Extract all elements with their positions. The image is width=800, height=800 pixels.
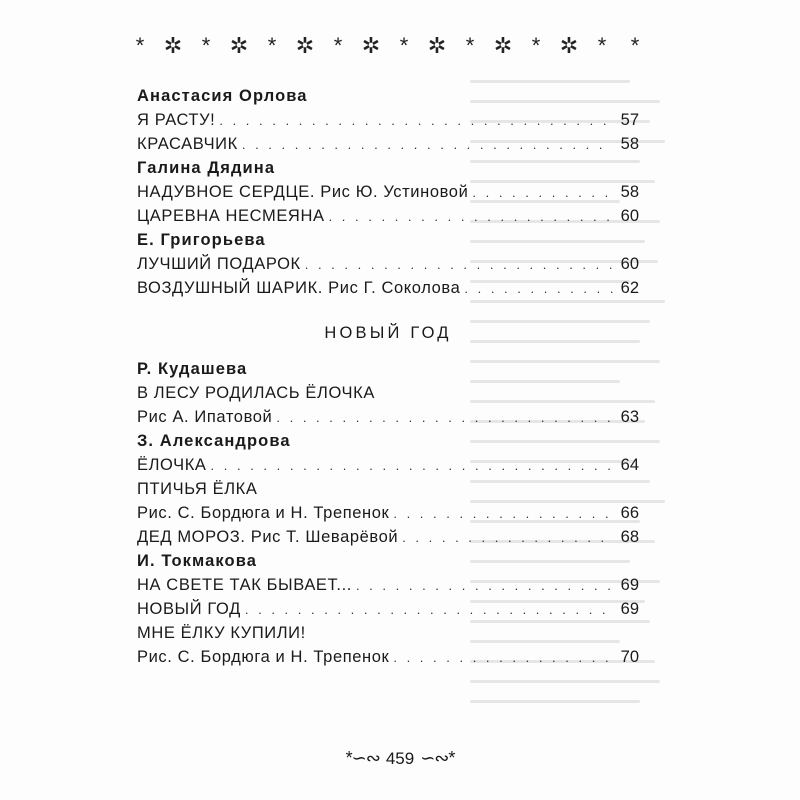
author-name: Е. Григорьева [137,231,266,249]
star-icon: * [267,33,277,58]
star-icon: * [135,33,145,58]
entry-title[interactable]: ПТИЧЬЯ ЁЛКА [137,480,258,498]
entry-title: ЦАРЕВНА НЕСМЕЯНА [137,207,325,225]
author-name: Анастасия Орлова [137,87,308,105]
entry-illustrator: Рис. С. Бордюга и Н. Трепенок [137,648,390,666]
entry-title: НОВЫЙ ГОД [137,600,241,618]
star-icon: * [465,33,475,58]
toc-entry[interactable] [137,501,639,525]
dot-leader [329,205,613,229]
toc-entry[interactable] [137,252,639,276]
page-number: 60 [620,207,639,225]
dot-leader [393,646,613,670]
toc-entry[interactable] [137,453,639,477]
star-icon: * [630,33,640,58]
author-name: Р. Кудашева [137,360,248,378]
dot-leader [219,109,613,133]
toc-entry[interactable] [137,132,639,156]
star-icon: ✲ [493,33,513,58]
entry-illustrator: Рис. С. Бордюга и Н. Трепенок [137,504,390,522]
ornament-left: *∽∾ [345,748,380,768]
toc-entry[interactable] [137,108,639,132]
entry-title: ЁЛОЧКА [137,456,207,474]
star-icon: * [531,33,541,58]
section-title: НОВЫЙ ГОД [324,324,452,342]
dot-leader [242,133,613,157]
page-number: 57 [620,111,639,129]
page-number: 70 [620,648,639,666]
entry-title[interactable]: В ЛЕСУ РОДИЛАСЬ ЁЛОЧКА [137,384,375,402]
entry-title: Я РАСТУ! [137,111,216,129]
page-number: 69 [620,600,639,618]
page-footer [0,748,800,769]
dot-leader [393,502,613,526]
toc-entry[interactable] [137,276,639,300]
page-number: 64 [620,456,639,474]
star-icon: ✲ [229,33,249,58]
entry-title: ВОЗДУШНЫЙ ШАРИК. Рис Г. Соколова [137,279,461,297]
table-of-contents [137,84,639,669]
author-name: З. Александрова [137,432,291,450]
star-ornament-row [130,33,645,59]
star-icon: * [201,33,211,58]
star-icon: ✲ [361,33,381,58]
dot-leader [245,598,613,622]
toc-entry[interactable] [137,180,639,204]
toc-entry[interactable] [137,597,639,621]
dot-leader [211,454,613,478]
page-number: 58 [620,183,639,201]
toc-entry[interactable] [137,645,639,669]
page-number: 66 [620,504,639,522]
entry-title: КРАСАВЧИК [137,135,238,153]
author-name: И. Токмакова [137,552,257,570]
entry-title: НАДУВНОЕ СЕРДЦЕ. Рис Ю. Устиновой [137,183,469,201]
dot-leader [472,181,613,205]
page-number: 62 [620,279,639,297]
dot-leader [464,277,613,301]
dot-leader [305,253,613,277]
page-number: 58 [620,135,639,153]
page-number-footer: 459 [385,748,415,768]
dot-leader [276,406,613,430]
entry-title: ЛУЧШИЙ ПОДАРОК [137,255,301,273]
toc-entry[interactable] [137,204,639,228]
page-number: 68 [620,528,639,546]
page-number: 63 [620,408,639,426]
entry-title: НА СВЕТЕ ТАК БЫВАЕТ... [137,576,352,594]
entry-title: ДЕД МОРОЗ. Рис Т. Шеварёвой [137,528,399,546]
ornament-right: ∽∾* [420,748,455,768]
entry-illustrator: Рис А. Ипатовой [137,408,273,426]
toc-entry[interactable] [137,525,639,549]
toc-entry[interactable] [137,405,639,429]
star-icon: * [597,33,607,58]
star-icon: ✲ [163,33,183,58]
dot-leader [356,574,613,598]
page-number: 60 [620,255,639,273]
author-name: Галина Дядина [137,159,276,177]
page-number: 69 [620,576,639,594]
toc-entry[interactable] [137,573,639,597]
dot-leader [402,526,613,550]
star-icon: * [399,33,409,58]
star-icon: * [333,33,343,58]
star-icon: ✲ [427,33,447,58]
entry-title[interactable]: МНЕ ЁЛКУ КУПИЛИ! [137,624,306,642]
star-icon: ✲ [295,33,315,58]
star-icon: ✲ [559,33,579,58]
